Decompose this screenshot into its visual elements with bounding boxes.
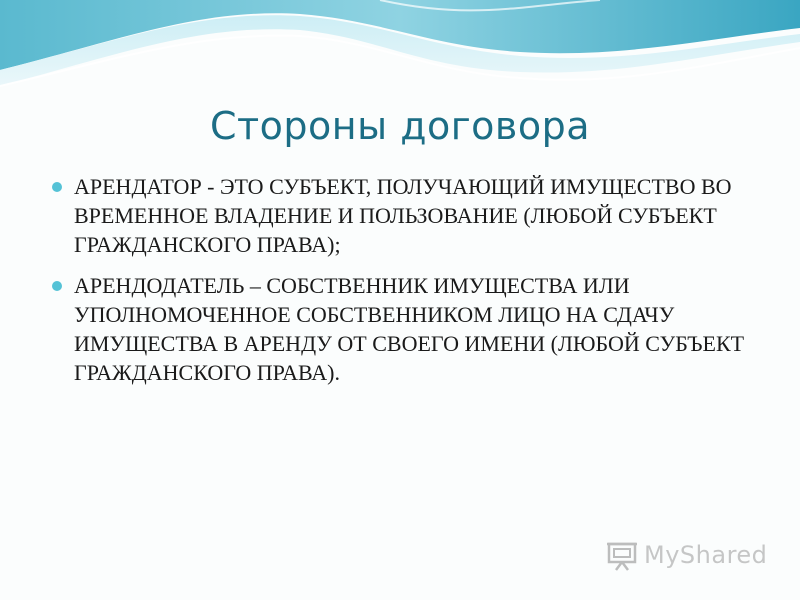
presentation-board-icon [606, 538, 640, 572]
bullet-list [52, 172, 772, 399]
bullet-dot-icon [52, 182, 62, 192]
watermark-text: MyShared [644, 541, 768, 569]
bullet-dot-icon [52, 281, 62, 291]
bullet-item-lessee [52, 172, 772, 259]
slide-title: Стороны договора [209, 104, 590, 148]
bullet-text: АРЕНДОДАТЕЛЬ – СОБСТВЕННИК ИМУЩЕСТВА ИЛИ УПОЛНОМОЧЕННОЕ СОБСТВЕННИКОМ ЛИЦО НА СДАЧУ ИМУЩЕСТВА В АРЕНДУ ОТ СВОЕГО ИМЕНИ (ЛЮБОЙ СУБЪЕКТ ГРАЖДАНСКОГО ПРАВА). [74, 273, 745, 385]
bullet-item-lessor [52, 271, 772, 387]
bullet-text: АРЕНДАТОР - ЭТО СУБЪЕКТ, ПОЛУЧАЮЩИЙ ИМУЩЕСТВО ВО ВРЕМЕННОЕ ВЛАДЕНИЕ И ПОЛЬЗОВАНИЕ (ЛЮБОЙ СУБЪЕКТ ГРАЖДАНСКОГО ПРАВА); [74, 174, 732, 257]
wave-banner [0, 0, 800, 100]
watermark-logo [606, 537, 767, 573]
